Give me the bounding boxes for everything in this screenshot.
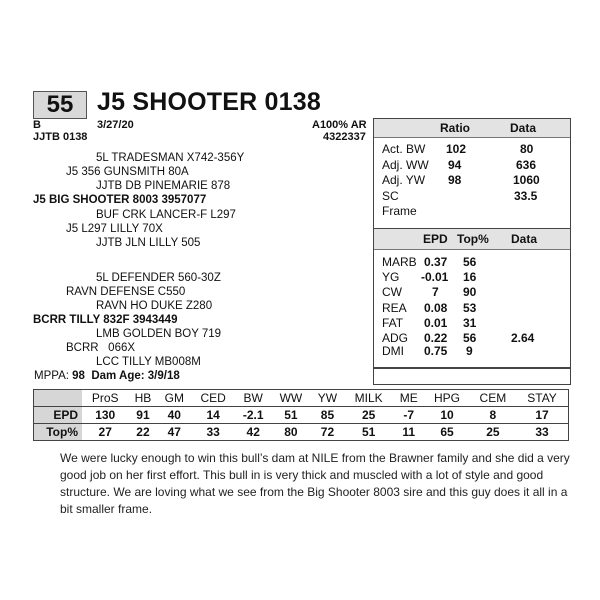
animal-name: J5 SHOOTER 0138 — [97, 88, 321, 116]
sex: B — [33, 119, 41, 131]
empty-panel-section — [373, 368, 571, 385]
tattoo: JJTB 0138 — [33, 131, 88, 143]
carcass-header: EPD Top% Data — [374, 229, 570, 250]
carcass-row: CW 7 90 — [382, 285, 477, 300]
top-percent-row: Top% 27 22 47 33 42 80 72 51 11 65 25 33 — [34, 424, 569, 441]
dam-age-value: 3/9/18 — [147, 370, 180, 382]
carcass-row: DMI 0.75 9 — [382, 344, 473, 359]
performance-row: Act. BW 102 80 — [382, 142, 534, 156]
performance-header — [374, 119, 570, 138]
carcass-panel — [373, 228, 571, 368]
pedigree-sire: J5 BIG SHOOTER 8003 3957077 — [33, 194, 207, 206]
corner-cell — [34, 390, 83, 407]
pedigree-dam-dam: BCRR 066X — [66, 342, 136, 354]
pedigree-sire-sire: J5 356 GUNSMITH 80A — [66, 166, 189, 178]
description: We were lucky enough to win this bull’s dam at NILE from the Brawner family and she did a very good job on her first effort. This bull in is very thick and muscled with a lot of style and good structure. We are loving what we see from the Big Shooter 8003 sire and this guy does it all in a bit smaller frame. — [60, 451, 570, 516]
performance-row: Frame — [382, 204, 417, 218]
pedigree-sire-sire-sire: 5L TRADESMAN X742-356Y — [96, 152, 245, 164]
pedigree-dam-sire: RAVN DEFENSE C550 — [66, 286, 186, 298]
pedigree-dam-dam-dam: LCC TILLY MB008M — [96, 356, 201, 368]
carcass-row: MARB 0.37 56 — [382, 255, 477, 269]
pedigree-dam-sire-sire: 5L DEFENDER 560-30Z — [96, 272, 221, 284]
pedigree-sire-sire-dam: JJTB DB PINEMARIE 878 — [96, 180, 231, 192]
performance-row: Adj. WW 94 636 — [382, 157, 537, 172]
carcass-row: FAT 0.01 31 — [382, 315, 477, 330]
mppa-line — [34, 370, 180, 382]
pedigree-sire-dam-sire: BUF CRK LANCER-F L297 — [96, 209, 236, 221]
birth-date: 3/27/20 — [97, 119, 134, 131]
registration-number: 4322337 — [323, 131, 366, 143]
epd-table-header-row: ProS HB GM CED BW WW YW MILK ME HPG CEM STAY — [34, 390, 569, 407]
pedigree-dam: BCRR TILLY 832F 3943449 — [33, 314, 178, 326]
ratio-header: Ratio — [440, 121, 470, 135]
carcass-row: YG -0.01 16 — [382, 270, 477, 285]
pedigree-sire-dam-dam: JJTB JLN LILLY 505 — [96, 237, 201, 249]
performance-row: Adj. YW 98 1060 — [382, 173, 540, 187]
carcass-row: ADG 0.22 56 2.64 — [382, 330, 535, 345]
dam-age-label: Dam Age: — [91, 370, 145, 382]
performance-row: SC 33.5 — [382, 188, 538, 203]
lot-number: 55 — [33, 91, 87, 119]
pedigree-dam-sire-dam: RAVN HO DUKE Z280 — [96, 300, 213, 312]
data-header: Data — [510, 121, 537, 135]
epd-table — [33, 389, 569, 441]
mppa-value: 98 — [72, 370, 85, 382]
breed: A100% AR — [312, 119, 367, 131]
epd-row: EPD 130 91 40 14 -2.1 51 85 25 -7 10 8 17 — [34, 407, 569, 424]
performance-panel — [373, 118, 571, 231]
mppa-label: MPPA: — [34, 370, 69, 382]
pedigree-sire-dam: J5 L297 LILLY 70X — [66, 223, 163, 235]
pedigree-dam-dam-sire: LMB GOLDEN BOY 719 — [96, 328, 222, 340]
carcass-row: REA 0.08 53 — [382, 300, 477, 315]
